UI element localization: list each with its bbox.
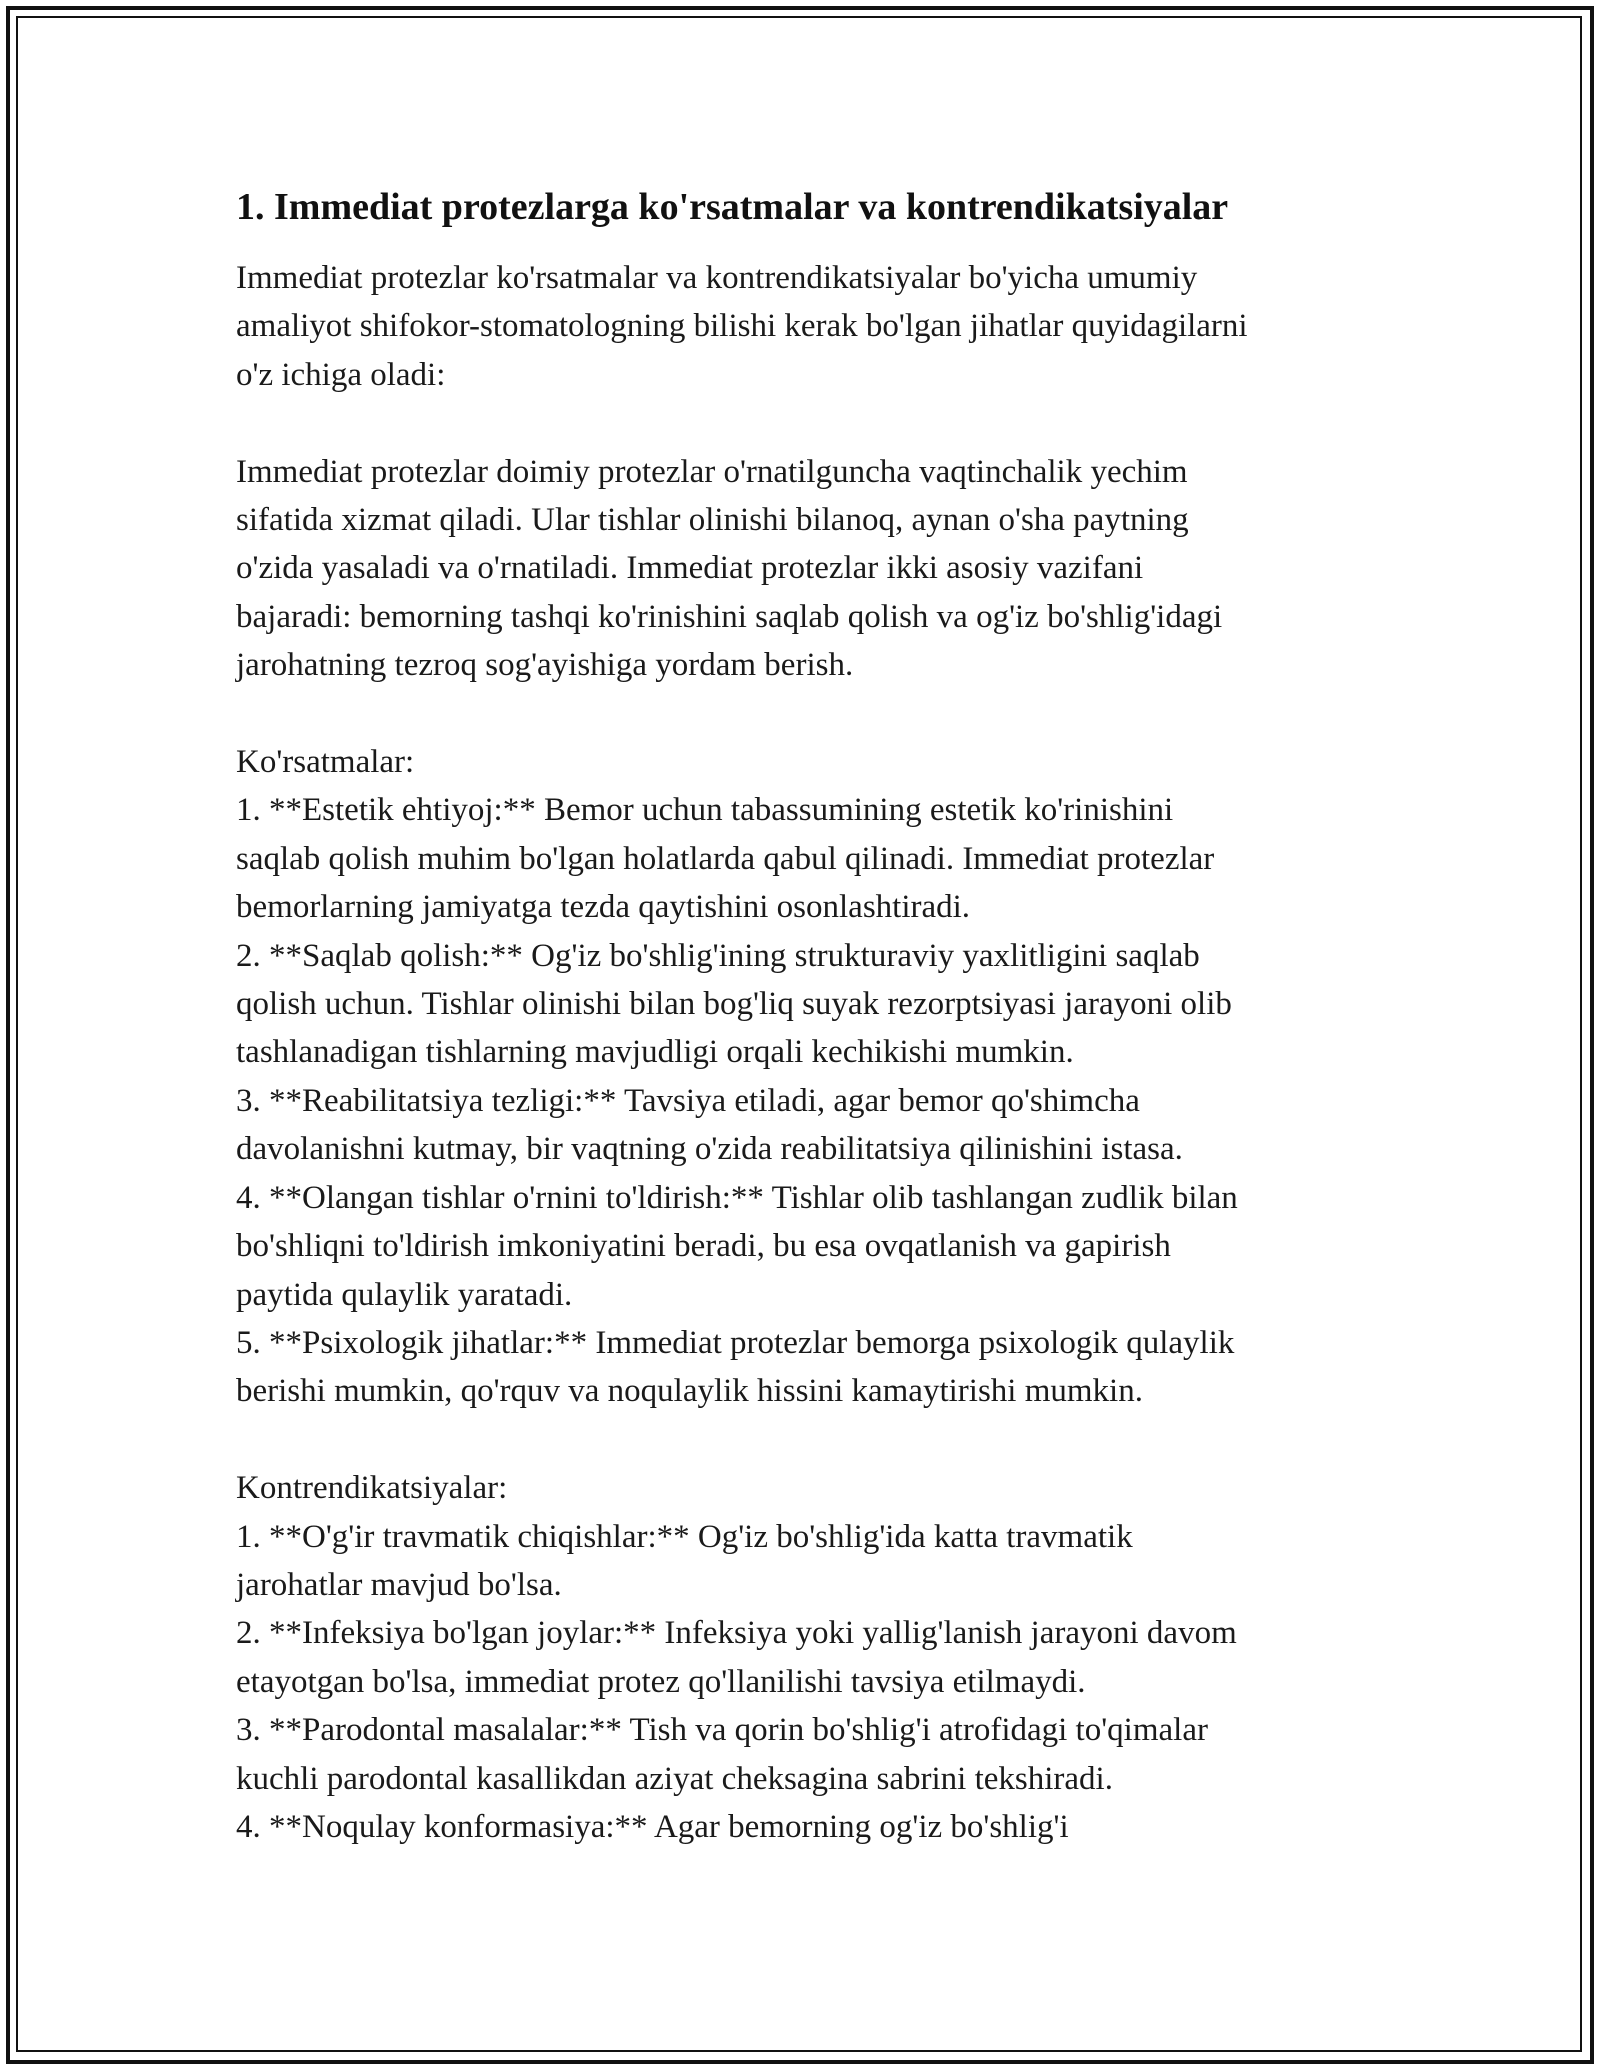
contraindications-line: 4. **Noqulay konformasiya:** Agar bemorning og'iz bo'shlig'i — [236, 1808, 1069, 1845]
section-heading: 1. Immediat protezlarga ko'rsatmalar va kontrendikatsiyalar — [236, 186, 1229, 228]
indications-line: saqlab qolish muhim bo'lgan holatlarda qabul qilinadi. Immediat protezlar — [236, 840, 1215, 877]
document-body — [236, 182, 1376, 1851]
contraindications-line: kuchli parodontal kasallikdan aziyat cheksagina sabrini tekshiradi. — [236, 1760, 1113, 1797]
contraindications-line: 3. **Parodontal masalalar:** Tish va qorin bo'shlig'i atrofidagi to'qimalar — [236, 1712, 1208, 1749]
intro-line: o'z ichiga oladi: — [236, 356, 446, 393]
description-line: jarohatning tezroq sog'ayishiga yordam berish. — [236, 647, 854, 684]
indications-line: 2. **Saqlab qolish:** Og'iz bo'shlig'ining strukturaviy yaxlitligini saqlab — [236, 937, 1200, 974]
paragraph-gap — [236, 399, 1376, 447]
description-line: bajaradi: bemorning tashqi ko'rinishini saqlab qolish va og'iz bo'shlig'idagi — [236, 598, 1223, 635]
contraindications-line: 2. **Infeksiya bo'lgan joylar:** Infeksiya yoki yallig'lanish jarayoni davom — [236, 1615, 1237, 1652]
intro-paragraph — [236, 254, 1376, 399]
indications-line: davolanishni kutmay, bir vaqtning o'zida reabilitatsiya qilinishini istasa. — [236, 1131, 1183, 1168]
indications-title: Ko'rsatmalar: — [236, 744, 415, 781]
indications-line: bemorlarning jamiyatga tezda qaytishini osonlashtiradi. — [236, 889, 971, 926]
indications-line: 4. **Olangan tishlar o'rnini to'ldirish:** Tishlar olib tashlangan zudlik bilan — [236, 1179, 1238, 1216]
description-line: o'zida yasaladi va o'rnatiladi. Immediat protezlar ikki asosiy vazifani — [236, 550, 1144, 587]
description-paragraph — [236, 448, 1376, 690]
indications-line: bo'shliqni to'ldirish imkoniyatini beradi, bu esa ovqatlanish va gapirish — [236, 1228, 1171, 1265]
indications-line: 5. **Psixologik jihatlar:** Immediat protezlar bemorga psixologik qulaylik — [236, 1324, 1235, 1361]
indications-line: 1. **Estetik ehtiyoj:** Bemor uchun tabassumining estetik ko'rinishini — [236, 792, 1174, 829]
indications-line: paytida qulaylik yaratadi. — [236, 1276, 573, 1313]
paragraph-gap — [236, 1416, 1376, 1464]
contraindications-line: 1. **O'g'ir travmatik chiqishlar:** Og'iz bo'shlig'ida katta travmatik — [236, 1518, 1133, 1555]
indications-line: tashlanadigan tishlarning mavjudligi orqali kechikishi mumkin. — [236, 1034, 1074, 1071]
indications-line: qolish uchun. Tishlar olinishi bilan bog'liq suyak rezorptsiyasi jarayoni olib — [236, 986, 1232, 1023]
description-line: Immediat protezlar doimiy protezlar o'rnatilguncha vaqtinchalik yechim — [236, 453, 1188, 490]
indications-line: 3. **Reabilitatsiya tezligi:** Tavsiya etiladi, agar bemor qo'shimcha — [236, 1082, 1140, 1119]
contraindications-line: etayotgan bo'lsa, immediat protez qo'llanilishi tavsiya etilmaydi. — [236, 1663, 1086, 1700]
contraindications-title: Kontrendikatsiyalar: — [236, 1470, 508, 1507]
contraindications-line: jarohatlar mavjud bo'lsa. — [236, 1566, 562, 1603]
indications-line: berishi mumkin, qo'rquv va noqulaylik hissini kamaytirishi mumkin. — [236, 1373, 1143, 1410]
paragraph-gap — [236, 690, 1376, 738]
contraindications-section — [236, 1464, 1376, 1851]
indications-section — [236, 738, 1376, 1416]
description-line: sifatida xizmat qiladi. Ular tishlar olinishi bilanoq, aynan o'sha paytning — [236, 502, 1189, 539]
intro-line: amaliyot shifokor-stomatologning bilishi kerak bo'lgan jihatlar quyidagilarni — [236, 308, 1248, 345]
intro-line: Immediat protezlar ko'rsatmalar va kontrendikatsiyalar bo'yicha umumiy — [236, 260, 1198, 296]
